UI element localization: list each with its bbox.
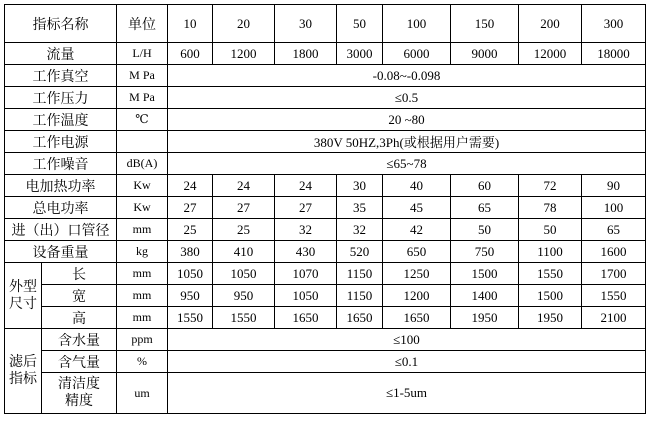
table-row bbox=[5, 197, 646, 219]
value-cell: 24 bbox=[275, 175, 337, 197]
value-cell: 65 bbox=[582, 219, 646, 241]
value-cell: 6000 bbox=[383, 43, 451, 65]
value-cell: 30 bbox=[337, 175, 383, 197]
value-cell: 78 bbox=[519, 197, 582, 219]
value-cell: 2100 bbox=[582, 307, 646, 329]
value-cell: 90 bbox=[582, 175, 646, 197]
unit-cell: M Pa bbox=[117, 65, 168, 87]
header-row bbox=[5, 5, 646, 43]
row-label: 流量 bbox=[5, 43, 117, 65]
table-row bbox=[5, 87, 646, 109]
value-cell: 1550 bbox=[519, 263, 582, 285]
row-label: 含气量 bbox=[42, 351, 117, 373]
row-label: 工作压力 bbox=[5, 87, 117, 109]
row-label: 宽 bbox=[42, 285, 117, 307]
col-header-model: 100 bbox=[383, 5, 451, 43]
unit-cell: mm bbox=[117, 219, 168, 241]
value-cell: 1150 bbox=[337, 285, 383, 307]
row-label: 进（出）口管径 bbox=[5, 219, 117, 241]
value-cell: 27 bbox=[213, 197, 275, 219]
table-row bbox=[5, 263, 646, 285]
value-cell: 410 bbox=[213, 241, 275, 263]
row-label: 工作电源 bbox=[5, 131, 117, 153]
unit-cell: um bbox=[117, 373, 168, 414]
col-header-model: 30 bbox=[275, 5, 337, 43]
value-cell: 1550 bbox=[213, 307, 275, 329]
value-cell: 40 bbox=[383, 175, 451, 197]
row-label: 设备重量 bbox=[5, 241, 117, 263]
group-label-line: 外型 bbox=[9, 279, 37, 295]
value-cell: 1550 bbox=[582, 285, 646, 307]
col-header-model: 300 bbox=[582, 5, 646, 43]
table-row bbox=[5, 175, 646, 197]
table-row bbox=[5, 65, 646, 87]
value-cell: 1100 bbox=[519, 241, 582, 263]
group-label-line: 指标 bbox=[9, 372, 37, 387]
value-cell: 1650 bbox=[383, 307, 451, 329]
span-value-cell: ≤0.5 bbox=[168, 87, 646, 109]
value-cell: 1950 bbox=[519, 307, 582, 329]
row-label-line: 清洁度 bbox=[58, 377, 100, 392]
row-label: 长 bbox=[42, 263, 117, 285]
unit-cell: ppm bbox=[117, 329, 168, 351]
span-value-cell: ≤65~78 bbox=[168, 153, 646, 175]
value-cell: 1600 bbox=[582, 241, 646, 263]
col-header-model: 150 bbox=[451, 5, 519, 43]
unit-cell: % bbox=[117, 351, 168, 373]
col-header-model: 20 bbox=[213, 5, 275, 43]
value-cell: 1070 bbox=[275, 263, 337, 285]
col-header-model: 10 bbox=[168, 5, 213, 43]
unit-cell: mm bbox=[117, 307, 168, 329]
value-cell: 1550 bbox=[168, 307, 213, 329]
unit-cell: ℃ bbox=[117, 109, 168, 131]
value-cell: 12000 bbox=[519, 43, 582, 65]
value-cell: 42 bbox=[383, 219, 451, 241]
value-cell: 1150 bbox=[337, 263, 383, 285]
value-cell: 1650 bbox=[337, 307, 383, 329]
value-cell: 65 bbox=[451, 197, 519, 219]
group-label-dimensions bbox=[5, 263, 42, 329]
table-row bbox=[5, 153, 646, 175]
col-header-name: 指标名称 bbox=[5, 5, 117, 43]
value-cell: 1200 bbox=[213, 43, 275, 65]
value-cell: 27 bbox=[168, 197, 213, 219]
table-row bbox=[5, 373, 646, 414]
table-row bbox=[5, 351, 646, 373]
spec-table bbox=[4, 4, 646, 414]
value-cell: 600 bbox=[168, 43, 213, 65]
value-cell: 1050 bbox=[168, 263, 213, 285]
value-cell: 750 bbox=[451, 241, 519, 263]
group-label-line: 滤后 bbox=[9, 355, 37, 370]
value-cell: 25 bbox=[213, 219, 275, 241]
unit-cell bbox=[117, 131, 168, 153]
table-row bbox=[5, 329, 646, 351]
table-row bbox=[5, 43, 646, 65]
unit-cell: dB(A) bbox=[117, 153, 168, 175]
value-cell: 25 bbox=[168, 219, 213, 241]
value-cell: 72 bbox=[519, 175, 582, 197]
group-label-filter bbox=[5, 329, 42, 414]
value-cell: 3000 bbox=[337, 43, 383, 65]
value-cell: 24 bbox=[213, 175, 275, 197]
unit-cell: Kw bbox=[117, 175, 168, 197]
col-header-model: 200 bbox=[519, 5, 582, 43]
value-cell: 27 bbox=[275, 197, 337, 219]
value-cell: 35 bbox=[337, 197, 383, 219]
value-cell: 1950 bbox=[451, 307, 519, 329]
value-cell: 1500 bbox=[519, 285, 582, 307]
value-cell: 1250 bbox=[383, 263, 451, 285]
row-label: 工作噪音 bbox=[5, 153, 117, 175]
span-value-cell: ≤100 bbox=[168, 329, 646, 351]
span-value-cell: -0.08~-0.098 bbox=[168, 65, 646, 87]
value-cell: 32 bbox=[275, 219, 337, 241]
value-cell: 1800 bbox=[275, 43, 337, 65]
value-cell: 32 bbox=[337, 219, 383, 241]
value-cell: 950 bbox=[168, 285, 213, 307]
table-row bbox=[5, 307, 646, 329]
value-cell: 1200 bbox=[383, 285, 451, 307]
unit-cell: Kw bbox=[117, 197, 168, 219]
value-cell: 950 bbox=[213, 285, 275, 307]
table-row bbox=[5, 131, 646, 153]
span-value-cell: 20 ~80 bbox=[168, 109, 646, 131]
row-label: 总电功率 bbox=[5, 197, 117, 219]
unit-cell: M Pa bbox=[117, 87, 168, 109]
col-header-model: 50 bbox=[337, 5, 383, 43]
value-cell: 18000 bbox=[582, 43, 646, 65]
value-cell: 50 bbox=[451, 219, 519, 241]
value-cell: 24 bbox=[168, 175, 213, 197]
value-cell: 1500 bbox=[451, 263, 519, 285]
value-cell: 1400 bbox=[451, 285, 519, 307]
span-value-cell: ≤0.1 bbox=[168, 351, 646, 373]
value-cell: 650 bbox=[383, 241, 451, 263]
value-cell: 1700 bbox=[582, 263, 646, 285]
unit-cell: L/H bbox=[117, 43, 168, 65]
unit-cell: mm bbox=[117, 263, 168, 285]
value-cell: 45 bbox=[383, 197, 451, 219]
row-label: 工作温度 bbox=[5, 109, 117, 131]
row-label: 高 bbox=[42, 307, 117, 329]
value-cell: 1650 bbox=[275, 307, 337, 329]
span-value-cell: 380V 50HZ,3Ph(或根据用户需要) bbox=[168, 131, 646, 153]
row-label: 工作真空 bbox=[5, 65, 117, 87]
unit-cell: kg bbox=[117, 241, 168, 263]
value-cell: 380 bbox=[168, 241, 213, 263]
value-cell: 100 bbox=[582, 197, 646, 219]
row-label: 电加热功率 bbox=[5, 175, 117, 197]
table-row bbox=[5, 109, 646, 131]
value-cell: 1050 bbox=[213, 263, 275, 285]
row-label: 含水量 bbox=[42, 329, 117, 351]
value-cell: 1050 bbox=[275, 285, 337, 307]
row-label-line: 精度 bbox=[65, 394, 93, 409]
group-label-line: 尺寸 bbox=[9, 296, 37, 312]
col-header-unit: 单位 bbox=[117, 5, 168, 43]
table-row bbox=[5, 241, 646, 263]
value-cell: 50 bbox=[519, 219, 582, 241]
row-label bbox=[42, 373, 117, 414]
table-row bbox=[5, 285, 646, 307]
value-cell: 430 bbox=[275, 241, 337, 263]
span-value-cell: ≤1-5um bbox=[168, 373, 646, 414]
value-cell: 520 bbox=[337, 241, 383, 263]
value-cell: 9000 bbox=[451, 43, 519, 65]
unit-cell: mm bbox=[117, 285, 168, 307]
table-row bbox=[5, 219, 646, 241]
value-cell: 60 bbox=[451, 175, 519, 197]
